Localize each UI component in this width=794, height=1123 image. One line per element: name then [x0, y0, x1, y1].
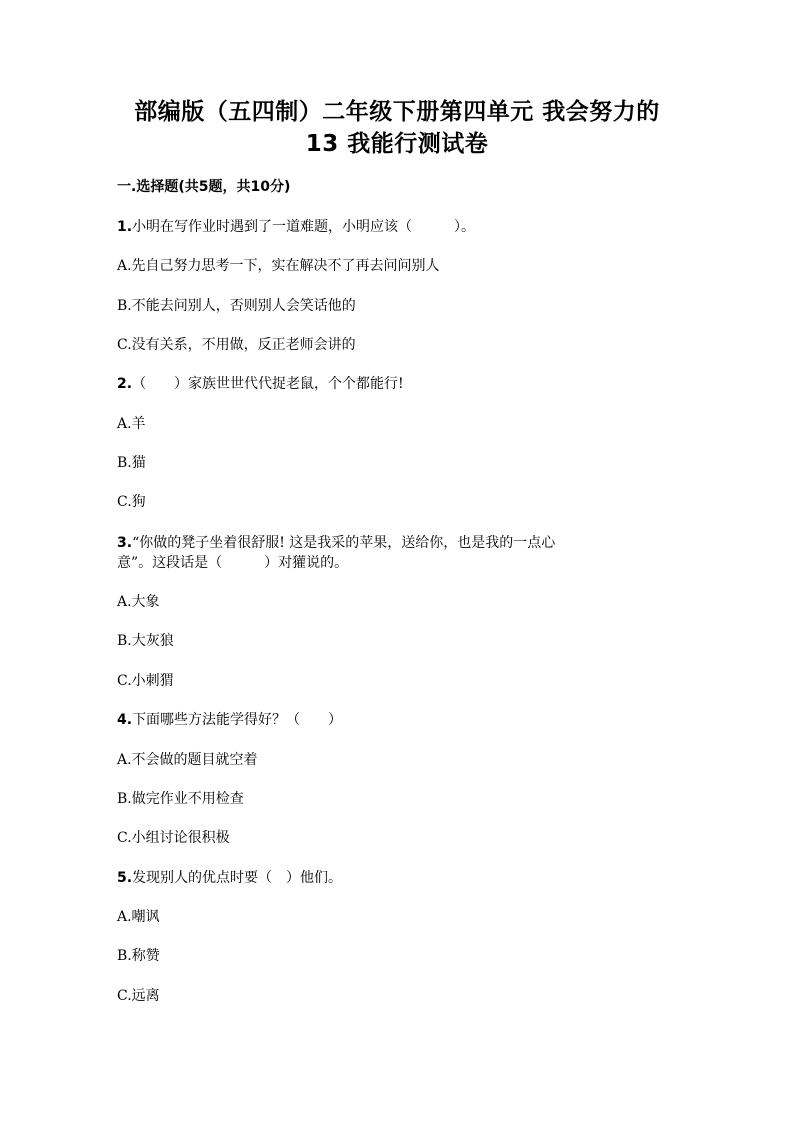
section-heading: 一.选择题(共5题，共10分)	[117, 179, 291, 195]
doc-title-line2: 13 我能行测试卷	[305, 131, 489, 157]
question-number: 1.	[117, 219, 133, 235]
question-1-option-c: C.没有关系，不用做，反正老师会讲的	[117, 337, 356, 353]
question-text: 发现别人的优点时要（ ）他们。	[132, 870, 343, 886]
question-1-option-b: B.不能去问别人，否则别人会笑话他的	[117, 298, 356, 314]
question-number: 2.	[117, 376, 133, 392]
question-2-option-a: A.羊	[117, 416, 146, 432]
question-text: 下面哪些方法能学得好？（ ）	[132, 712, 343, 728]
question-2	[117, 373, 404, 395]
question-5-option-c: C.远离	[117, 988, 160, 1004]
question-3-line2: 意”。这段话是（ ）对獾说的。	[117, 555, 349, 571]
question-3	[117, 532, 555, 554]
question-4-option-a: A.不会做的题目就空着	[117, 752, 258, 768]
question-text: （ ）家族世世代代捉老鼠，个个都能行!	[132, 376, 404, 392]
question-5-option-a: A.嘲讽	[117, 909, 160, 925]
question-5-option-b: B.称赞	[117, 948, 160, 964]
question-text: 小明在写作业时遇到了一道难题，小明应该（ ）。	[132, 219, 476, 235]
question-text-line1: “你做的凳子坐着很舒服! 这是我采的苹果，送给你，也是我的一点心	[132, 535, 556, 551]
question-4	[117, 709, 342, 731]
question-1	[117, 216, 475, 238]
question-3-option-b: B.大灰狼	[117, 633, 174, 649]
question-4-option-b: B.做完作业不用检查	[117, 791, 244, 807]
question-5	[117, 867, 342, 889]
question-1-option-a: A.先自己努力思考一下，实在解决不了再去问问别人	[117, 258, 440, 274]
question-3-option-a: A.大象	[117, 594, 160, 610]
question-number: 5.	[117, 870, 133, 886]
question-4-option-c: C.小组讨论很积极	[117, 830, 230, 846]
doc-title-line1: 部编版（五四制）二年级下册第四单元 我会努力的	[134, 99, 660, 125]
question-2-option-b: B.猫	[117, 455, 146, 471]
question-number: 3.	[117, 535, 133, 551]
question-2-option-c: C.狗	[117, 494, 146, 510]
question-number: 4.	[117, 712, 133, 728]
question-3-option-c: C.小刺猬	[117, 673, 174, 689]
